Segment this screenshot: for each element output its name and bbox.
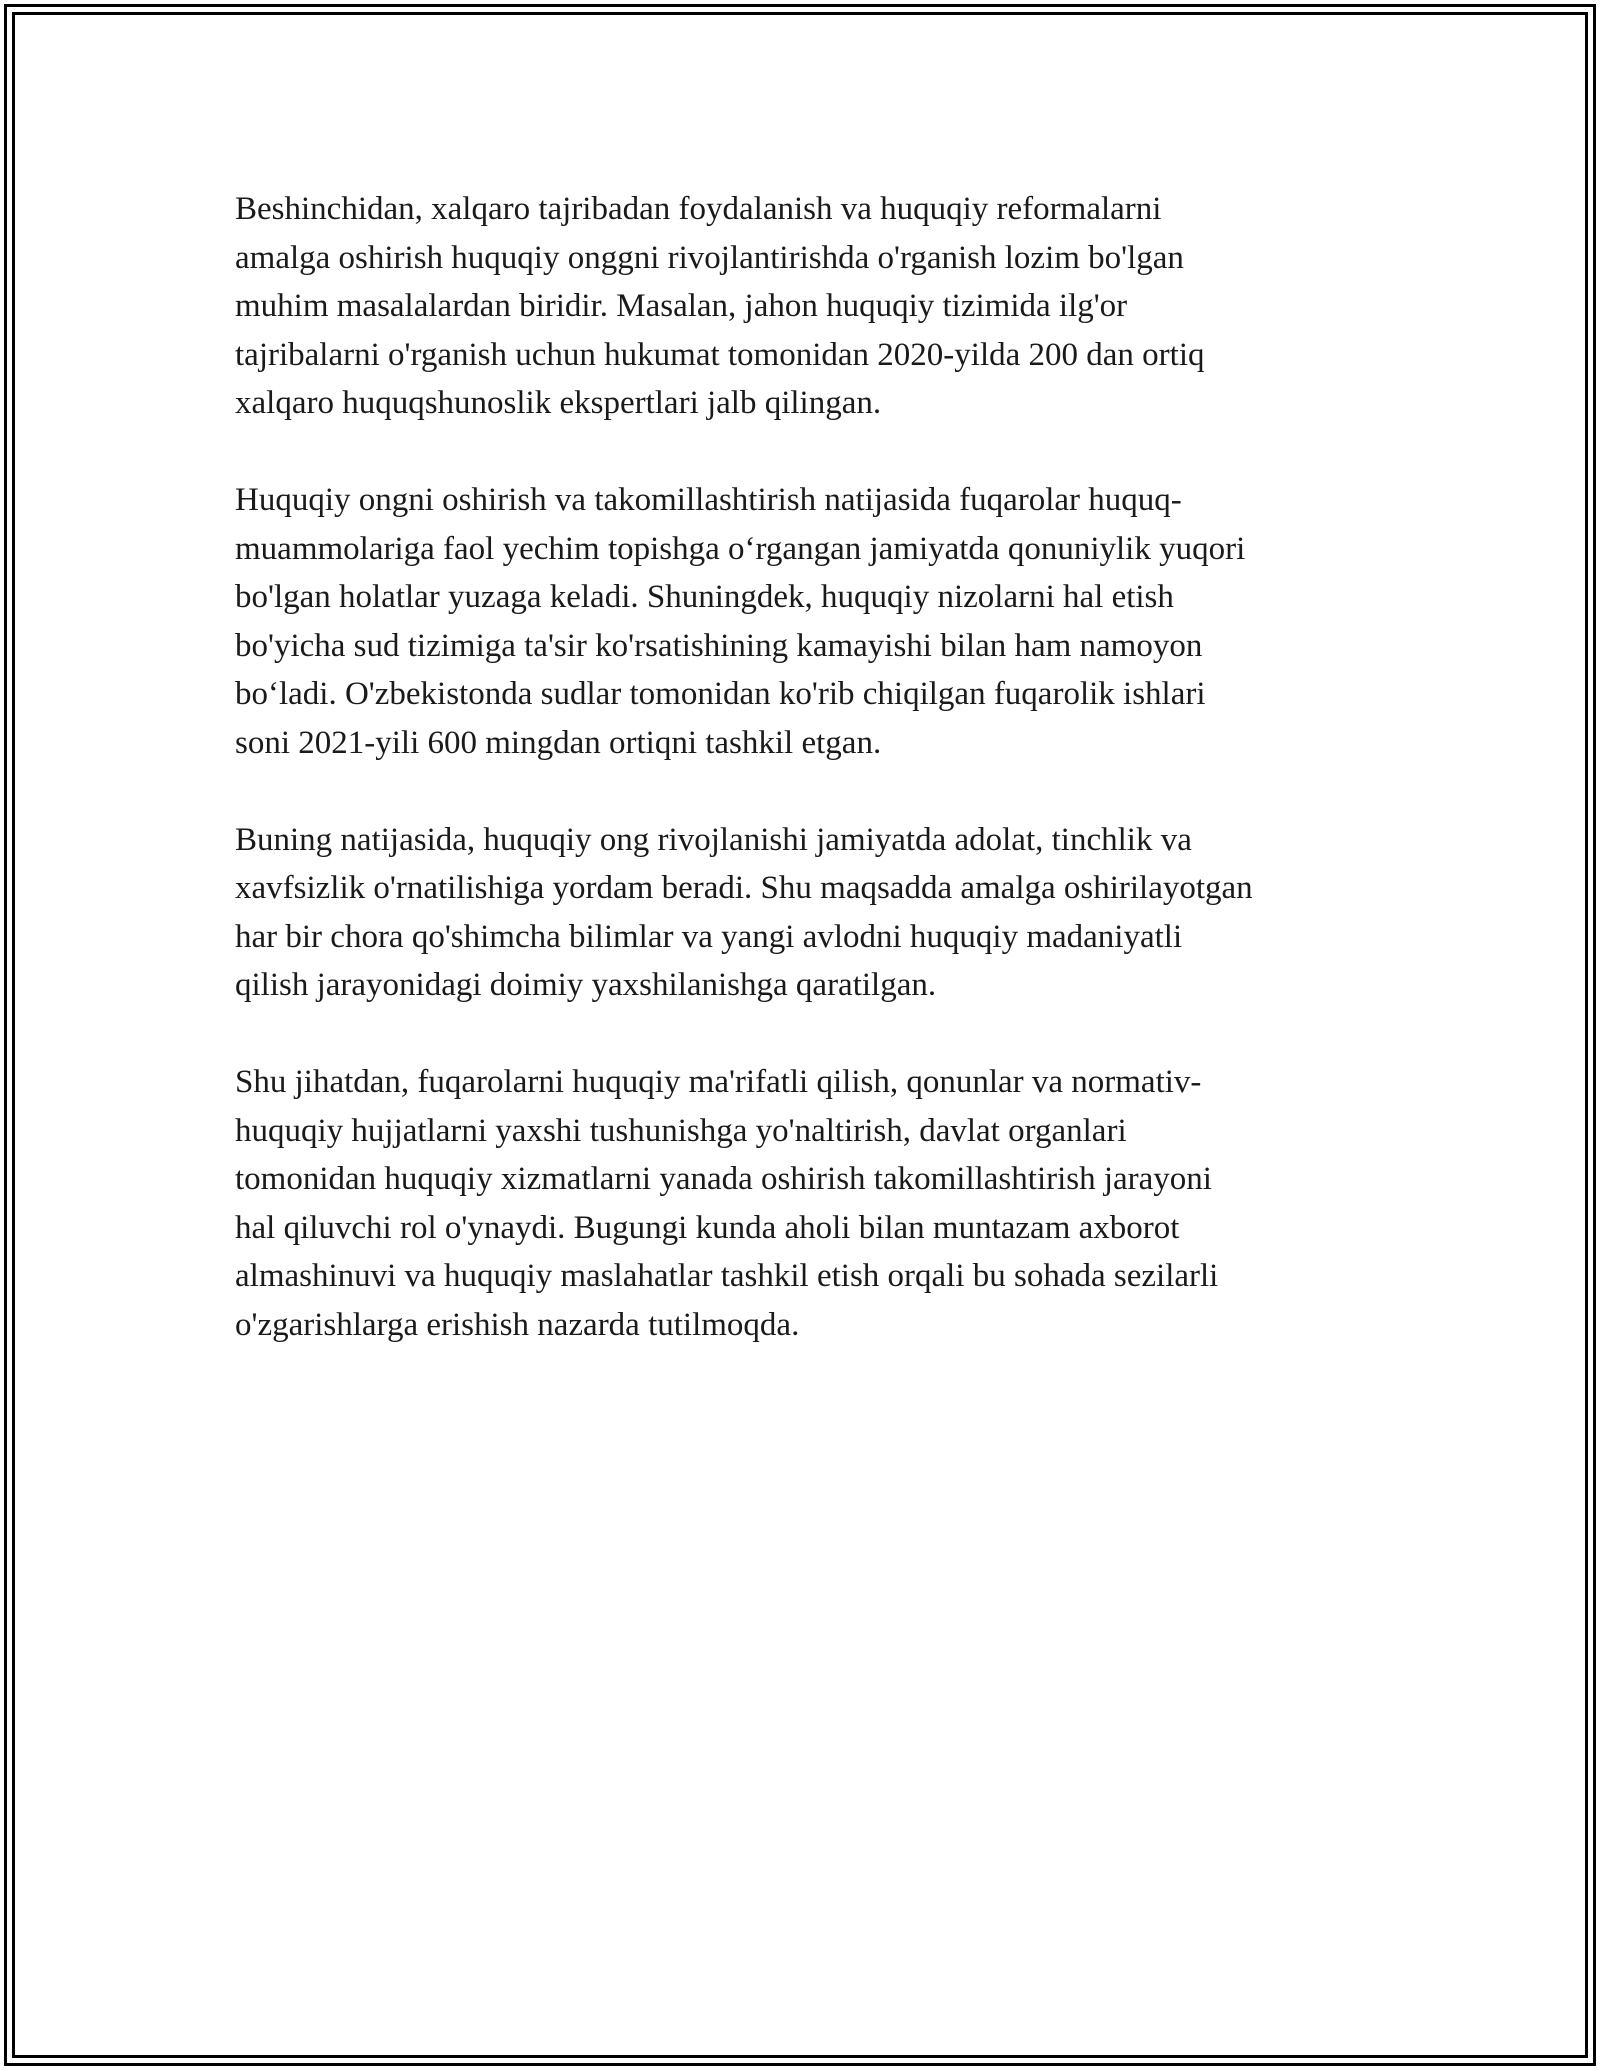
- document-body: [235, 185, 1375, 1398]
- paragraph-3: Buning natijasida, huquqiy ong rivojlanishi jamiyatda adolat, tinchlik va xavfsizlik o'rnatilishiga yordam beradi. Shu maqsadda amalga oshirilayotgan har bir chora qo'shimcha bilimlar va yangi avlodni huquqiy madaniyatli qilish jarayonidagi doimiy yaxshilanishga qaratilgan.: [235, 821, 1253, 1003]
- paragraph-2: Huquqiy ongni oshirish va takomillashtirish natijasida fuqarolar huquq- muammolariga faol yechim topishga o‘rgangan jamiyatda qonuniylik yuqori bo'lgan holatlar yuzaga keladi. Shuningdek, huquqiy nizolarni hal etish bo'yicha sud tizimiga ta'sir ko'rsatishining kamayishi bilan ham namoyon bo‘ladi. O'zbekistonda sudlar tomonidan ko'rib chiqilgan fuqarolik ishlari soni 2021-yili 600 mingdan ortiqni tashkil etgan.: [235, 482, 1246, 761]
- paragraph-4: Shu jihatdan, fuqarolarni huquqiy ma'rifatli qilish, qonunlar va normativ- huquqiy hujjatlarni yaxshi tushunishga yo'naltirish, davlat organlari tomonidan huquqiy xizmatlarni yanada oshirish takomillashtirish jarayoni hal qiluvchi rol o'ynaydi. Bugungi kunda aholi bilan muntazam axborot almashinuvi va huquqiy maslahatlar tashkil etish orqali bu sohada sezilarli o'zgarishlarga erishish nazarda tutilmoqda.: [235, 1064, 1219, 1343]
- paragraph-1: Beshinchidan, xalqaro tajribadan foydalanish va huquqiy reformalarni amalga oshirish huquqiy onggni rivojlantirishda o'rganish lozim bo'lgan muhim masalalardan biridir. Masalan, jahon huquqiy tizimida ilg'or tajribalarni o'rganish uchun hukumat tomonidan 2020-yilda 200 dan ortiq xalqaro huquqshunoslik ekspertlari jalb qilingan.: [235, 191, 1205, 421]
